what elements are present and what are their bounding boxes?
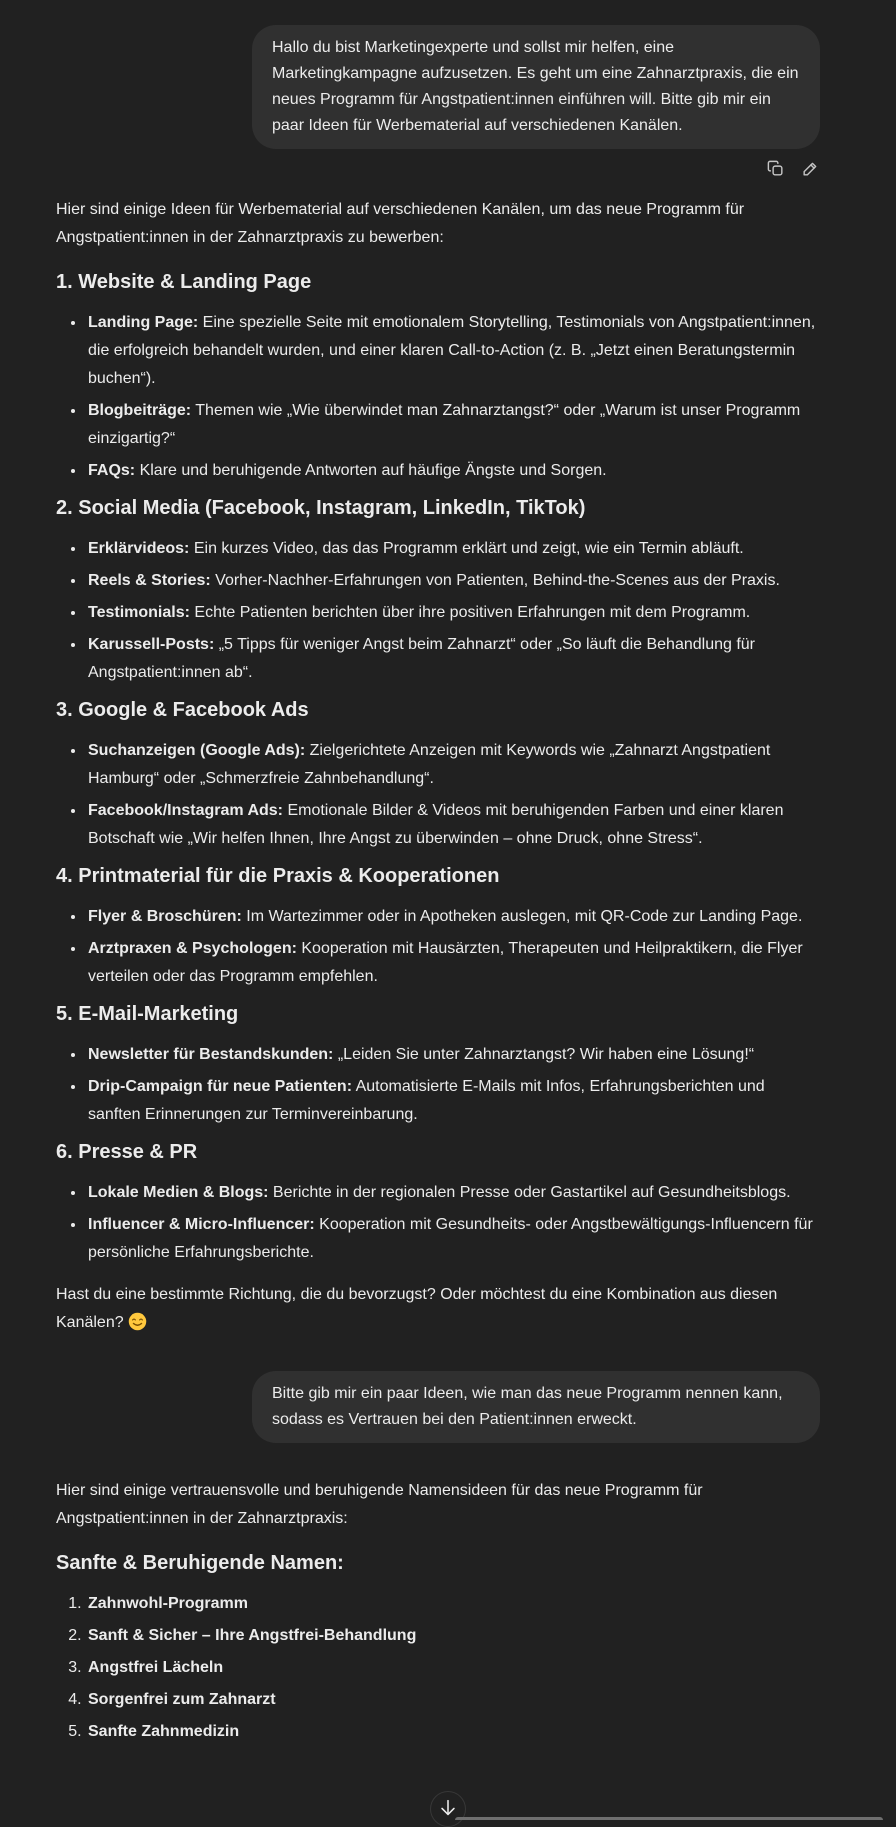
message-actions [56,158,820,178]
program-name-list [56,1590,820,1746]
assistant-message [56,1477,820,1746]
pencil-icon [801,159,820,178]
bullet-item: • Erklärvideos: Ein kurzes Video, das das Programm erklärt und zeigt, wie ein Termin abläuft. [86,535,820,563]
section-heading-print: 4. Printmaterial für die Praxis & Kooperationen [56,865,500,887]
bullet-item: • Karussell-Posts: „5 Tipps für weniger Angst beim Zahnarzt“ oder „So läuft die Behandlung für Angstpatient:innen ab“. [86,631,820,687]
section-list-print [56,903,820,991]
bullet-item: • Influencer & Micro-Influencer: Kooperation mit Gesundheits- oder Angstbewältigungs-Influencern für persönliche Erfahrungsberichte. [86,1211,820,1267]
bullet-item: • Facebook/Instagram Ads: Emotionale Bilder & Videos mit beruhigenden Farben und einer klaren Botschaft wie „Wir helfen Ihnen, Ihre Angst zu überwinden – ohne Druck, ohne Stress“. [86,797,820,853]
assistant-closing-question: Hast du eine bestimmte Richtung, die du bevorzugst? Oder möchtest du eine Kombination aus diesen Kanälen? [56,1281,820,1341]
name-item: 2. Sanft & Sicher – Ihre Angstfrei-Behandlung [86,1622,820,1650]
bullet-item: • Suchanzeigen (Google Ads): Zielgerichtete Anzeigen mit Keywords wie „Zahnarzt Angstpatient Hamburg“ oder „Schmerzfreie Zahnbehandlung“. [86,737,820,793]
section-heading-website: 1. Website & Landing Page [56,271,312,293]
name-item: 4. Sorgenfrei zum Zahnarzt [86,1686,820,1714]
assistant-intro: Hier sind einige vertrauensvolle und beruhigende Namensideen für das neue Programm für Angstpatient:innen in der Zahnarztpraxis: [56,1482,703,1527]
section-list-email [56,1041,820,1129]
assistant-message [56,196,820,1341]
section-heading-ads: 3. Google & Facebook Ads [56,699,309,721]
copy-icon [766,159,785,178]
section-list-social-media [56,535,820,687]
conversation [56,0,820,1746]
section-list-website [56,309,820,485]
bullet-item: • Testimonials: Echte Patienten berichten über ihre positiven Erfahrungen mit dem Programm. [86,599,820,627]
user-message-bubble: Bitte gib mir ein paar Ideen, wie man das neue Programm nennen kann, sodass es Vertrauen bei den Patient:innen erweckt. [252,1371,820,1443]
section-heading-names: Sanfte & Beruhigende Namen: [56,1552,344,1574]
section-heading-social-media: 2. Social Media (Facebook, Instagram, LinkedIn, TikTok) [56,497,586,519]
scroll-to-bottom-button[interactable] [430,1791,466,1827]
bullet-item: • Flyer & Broschüren: Im Wartezimmer oder in Apotheken auslegen, mit QR-Code zur Landing Page. [86,903,820,931]
bullet-item: • Reels & Stories: Vorher-Nachher-Erfahrungen von Patienten, Behind-the-Scenes aus der Praxis. [86,567,820,595]
user-message-row [56,25,820,149]
bullet-item: • Landing Page: Eine spezielle Seite mit emotionalem Storytelling, Testimonials von Angstpatient:innen, die erfolgreich behandelt wurden, und einer klaren Call-to-Action (z. B. „Jetzt einen Beratungstermin buchen“). [86,309,820,393]
bullet-item: • Arztpraxen & Psychologen: Kooperation mit Hausärzten, Therapeuten und Heilpraktikern, die Flyer verteilen oder das Programm empfehlen. [86,935,820,991]
name-item: 3. Angstfrei Lächeln [86,1654,820,1682]
section-list-press [56,1179,820,1267]
bullet-item: • Drip-Campaign für neue Patienten: Automatisierte E-Mails mit Infos, Erfahrungsberichten und sanften Erinnerungen zur Terminvereinbarung. [86,1073,820,1129]
user-message-row [56,1371,820,1443]
name-item: 1. Zahnwohl-Programm [86,1590,820,1618]
bullet-item: • Lokale Medien & Blogs: Berichte in der regionalen Presse oder Gastartikel auf Gesundheitsblogs. [86,1179,820,1207]
bullet-item: • Newsletter für Bestandskunden: „Leiden Sie unter Zahnarztangst? Wir haben eine Lösung!“ [86,1041,820,1069]
bullet-item: • Blogbeiträge: Themen wie „Wie überwindet man Zahnarztangst?“ oder „Warum ist unser Programm einzigartig?“ [86,397,820,453]
bullet-item: • FAQs: Klare und beruhigende Antworten auf häufige Ängste und Sorgen. [86,457,820,485]
section-heading-press: 6. Presse & PR [56,1141,198,1163]
copy-button[interactable] [766,159,785,178]
section-heading-email: 5. E-Mail-Marketing [56,1003,239,1025]
section-list-ads [56,737,820,853]
assistant-intro: Hier sind einige Ideen für Werbematerial auf verschiedenen Kanälen, um das neue Programm für Angstpatient:innen in der Zahnarztpraxis zu bewerben: [56,201,745,246]
user-message-bubble: Hallo du bist Marketingexperte und sollst mir helfen, eine Marketingkampagne aufzusetzen. Es geht um eine Zahnarztpraxis, die ein neues Programm für Angstpatient:innen einführen will. Bitte gib mir ein paar Ideen für Werbematerial auf verschiedenen Kanälen. [252,25,820,149]
edit-button[interactable] [801,159,820,178]
name-item: 5. Sanfte Zahnmedizin [86,1718,820,1746]
smiling-face-emoji [128,1318,147,1335]
